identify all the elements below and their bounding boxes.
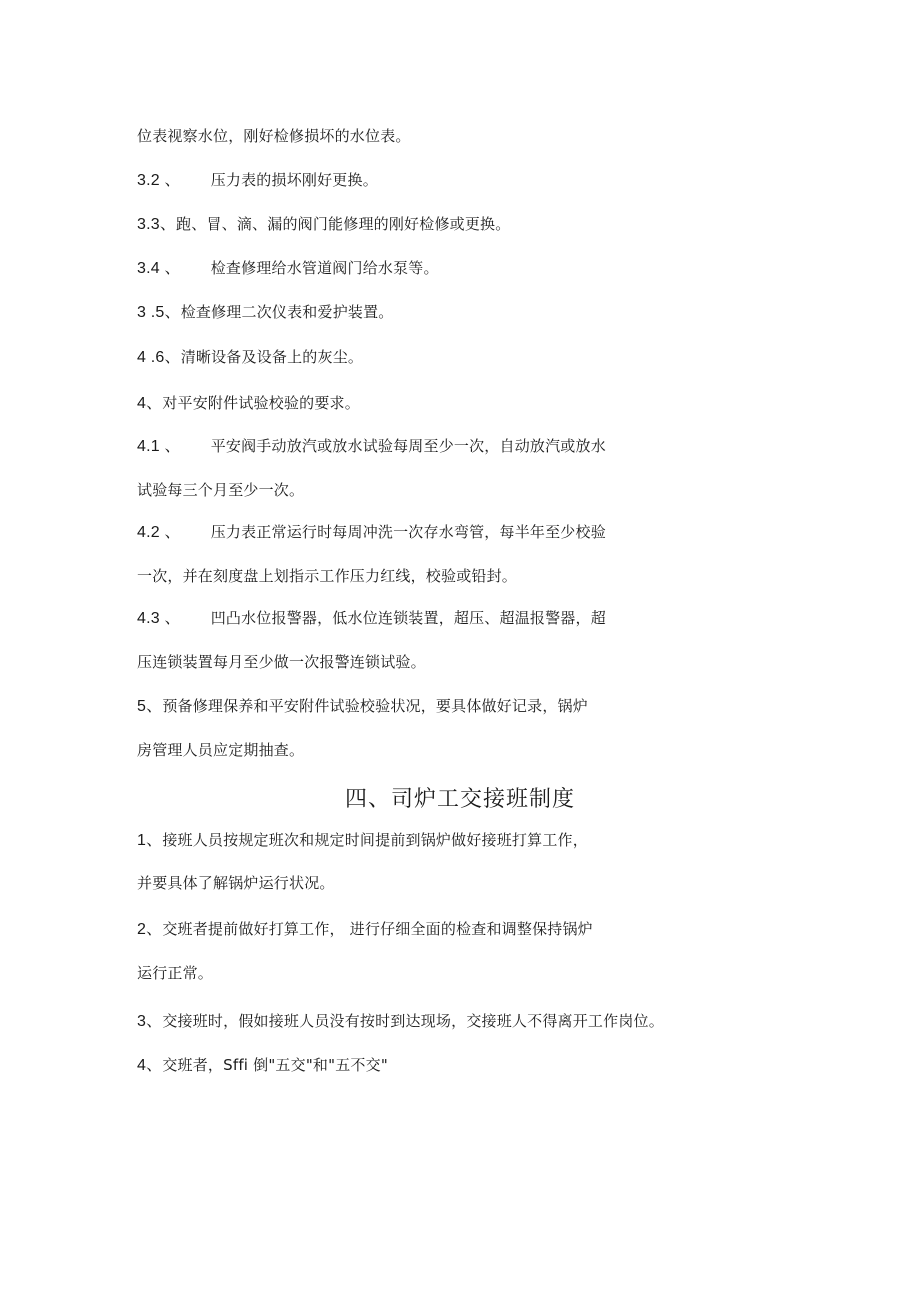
line-text: 压连锁装置每月至少做一次报警连锁试验。	[137, 653, 426, 671]
item-text: 接班人员按规定班次和规定时间提前到锅炉做好接班打算工作，	[162, 831, 588, 849]
line-text: 房管理人员应定期抽查。	[137, 741, 305, 759]
item-number: 1、	[137, 832, 163, 849]
item-number: 4、	[137, 1057, 163, 1074]
item-text: 对平安附件试验校验的要求。	[162, 394, 360, 412]
item-number: 4.1 、	[137, 438, 181, 455]
text-line	[137, 963, 213, 983]
item-text: 检查修理二次仪表和爱护装置。	[180, 303, 394, 321]
item-number: 4.2 、	[137, 524, 181, 541]
item-number: 3、	[137, 1013, 163, 1030]
item-number: 4 .6、	[137, 349, 181, 366]
item-number: 2、	[137, 921, 163, 938]
item-text: 平安阀手动放汽或放水试验每周至少一次，自动放汽或放水	[210, 437, 606, 455]
item-number: 3.3、	[137, 216, 177, 233]
list-item	[137, 608, 606, 629]
section-title	[0, 786, 920, 814]
item-text: 压力表正常运行时每周冲洗一次存水弯管，每半年至少校验	[210, 523, 606, 541]
list-item	[137, 347, 363, 368]
item-text: 预备修理保养和平安附件试验校验状况，要具体做好记录，锅炉	[162, 697, 588, 715]
item-number: 3 .5、	[137, 304, 181, 321]
list-item	[137, 302, 394, 323]
line-text: 并要具体了解锅炉运行状况。	[137, 874, 335, 892]
item-text: 交班者提前做好打算工作， 进行仔细全面的检查和调整保持锅炉	[162, 920, 593, 938]
item-text: 交班者，Sffi 倒"五交"和"五不交"	[162, 1056, 388, 1074]
text-line	[137, 740, 304, 760]
text-line	[137, 873, 335, 893]
item-number: 5、	[137, 698, 163, 715]
list-item	[137, 170, 378, 191]
item-number: 3.4 、	[137, 260, 181, 277]
item-number: 4.3 、	[137, 610, 181, 627]
list-item	[137, 1011, 664, 1032]
text-line	[137, 126, 411, 146]
section-title-text: 四、司炉工交接班制度	[344, 787, 575, 812]
item-text: 交接班时，假如接班人员没有按时到达现场，交接班人不得离开工作岗位。	[162, 1012, 664, 1030]
text-line	[137, 566, 517, 586]
item-number: 3.2 、	[137, 172, 181, 189]
list-item	[137, 436, 606, 457]
item-number: 4、	[137, 395, 163, 412]
text-line	[137, 652, 426, 672]
list-item	[137, 522, 606, 543]
line-text: 一次，并在刻度盘上划指示工作压力红线，校验或铅封。	[137, 567, 518, 585]
list-item	[137, 393, 360, 414]
text-line	[137, 480, 304, 500]
item-text: 检查修理给水管道阀门给水泵等。	[210, 259, 439, 277]
list-item	[137, 919, 593, 940]
item-text: 跑、冒、滴、漏的阀门能修理的刚好检修或更换。	[176, 215, 511, 233]
list-item	[137, 258, 439, 279]
line-text: 试验每三个月至少一次。	[137, 481, 305, 499]
item-text: 压力表的损坏刚好更换。	[210, 171, 378, 189]
list-item	[137, 830, 588, 851]
item-text: 清晰设备及设备上的灰尘。	[180, 348, 364, 366]
list-item	[137, 696, 588, 717]
list-item	[137, 1055, 388, 1076]
list-item	[137, 214, 510, 235]
line-text: 位表视察水位，刚好检修损坏的水位表。	[137, 127, 411, 145]
line-text: 运行正常。	[137, 964, 214, 982]
item-text: 凹凸水位报警器，低水位连锁装置，超压、超温报警器，超	[210, 609, 606, 627]
